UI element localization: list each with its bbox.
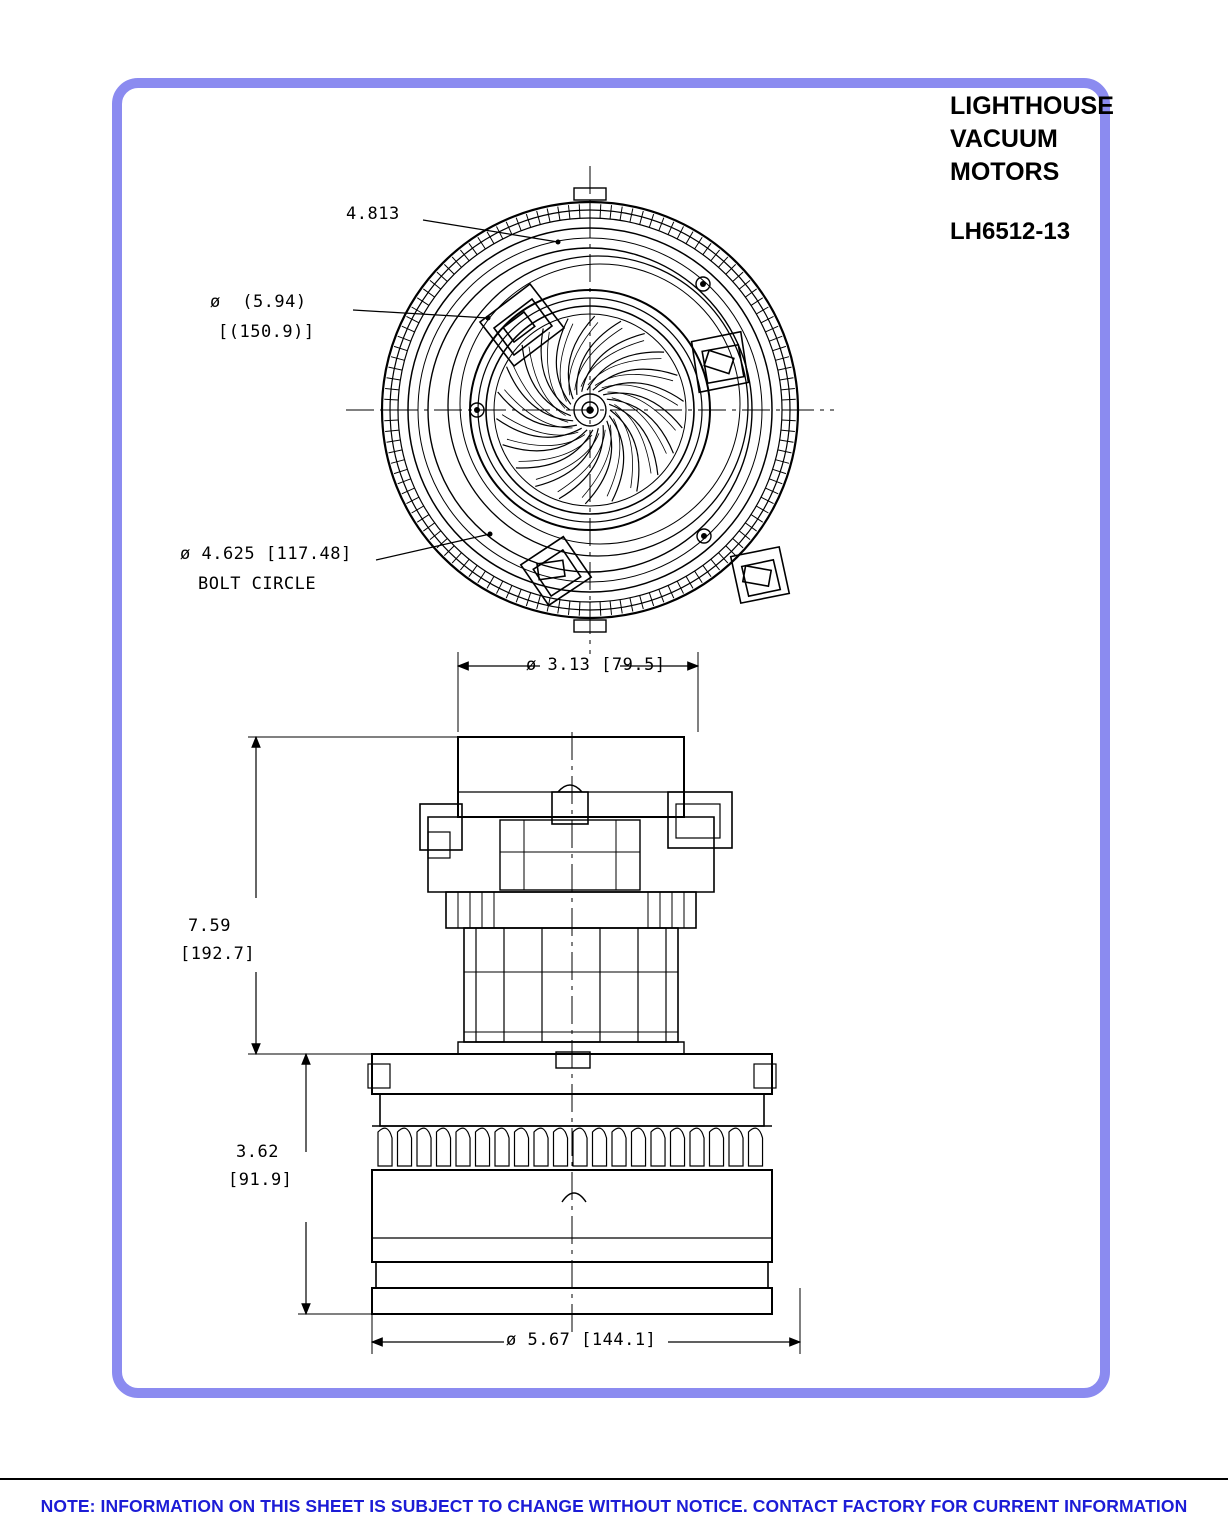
dim-bolt-circle: ø 4.625 [117.48]	[180, 544, 352, 564]
technical-drawing	[128, 92, 1090, 1376]
brand-line-1: LIGHTHOUSE	[950, 92, 1114, 120]
dim-overall-height-inch: 7.59	[188, 916, 231, 936]
motor-side-view	[248, 652, 800, 1354]
dim-lower-height-mm: [91.9]	[228, 1170, 293, 1190]
dim-inlet-dia: ø 3.13 [79.5]	[526, 655, 666, 675]
footer-note: NOTE: INFORMATION ON THIS SHEET IS SUBJECT TO CHANGE WITHOUT NOTICE. CONTACT FACTORY FOR CURRENT INFORMATION	[40, 1496, 1188, 1516]
dim-top-leader: 4.813	[346, 204, 400, 224]
dim-body-dia: ø 5.67 [144.1]	[506, 1330, 657, 1350]
model-number: LH6512-13	[950, 218, 1071, 245]
brand-line-3: MOTORS	[950, 158, 1060, 186]
dim-overall-height-mm: [192.7]	[180, 944, 256, 964]
motor-top-view	[346, 166, 834, 654]
dim-bolt-circle-label: BOLT CIRCLE	[198, 574, 317, 594]
dim-outer-dia-mm: [(150.9)]	[218, 322, 315, 342]
dim-outer-dia-inch: ø (5.94)	[210, 292, 307, 312]
brand-line-2: VACUUM	[950, 125, 1058, 153]
footer-divider	[0, 1478, 1228, 1480]
dim-lower-height-inch: 3.62	[236, 1142, 279, 1162]
